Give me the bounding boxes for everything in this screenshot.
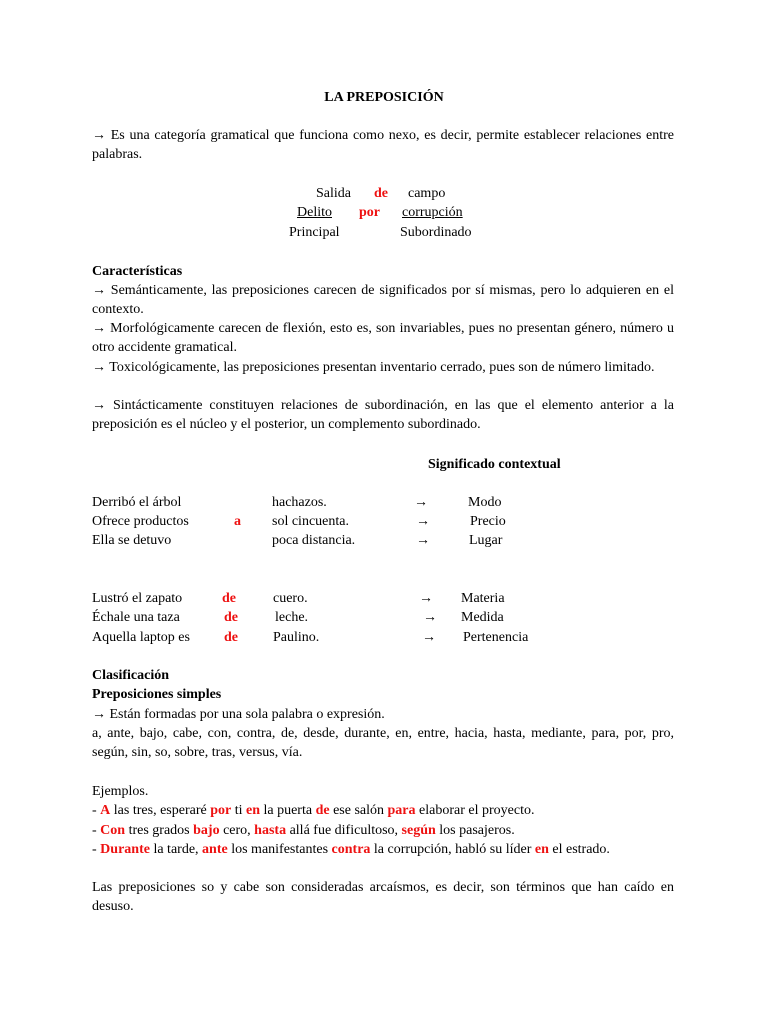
closing-paragraph: Las preposiciones so y cabe son consideradas arcaísmos, es decir, son términos que han caído en desuso. bbox=[92, 880, 674, 915]
example-preposition: de bbox=[224, 610, 238, 625]
example-left: Échale una taza bbox=[92, 610, 180, 625]
example-left: Aquella laptop es bbox=[92, 630, 190, 645]
meaning-label: Lugar bbox=[469, 533, 503, 548]
examples-heading: Ejemplos. bbox=[92, 784, 149, 799]
meaning-label: Modo bbox=[468, 495, 502, 510]
example-left: Ofrece productos bbox=[92, 514, 189, 529]
arrow-icon: → bbox=[414, 495, 428, 510]
characteristic-item: → Morfológicamente carecen de flexión, esto es, son invariables, pues no presentan género, número u otro accidente gramatical. bbox=[92, 321, 674, 356]
example-right: poca distancia. bbox=[272, 533, 356, 548]
diagram-preposition: por bbox=[359, 205, 380, 220]
example-sentence: - Durante la tarde, ante los manifestantes contra la corrupción, habló su líder en el estrado. bbox=[92, 842, 610, 857]
example-preposition: de bbox=[222, 591, 236, 606]
diagram-label: Principal bbox=[289, 225, 340, 240]
meaning-label: Materia bbox=[461, 591, 505, 606]
simple-prepositions-heading: Preposiciones simples bbox=[92, 687, 222, 702]
diagram-word: Salida bbox=[316, 186, 351, 201]
meaning-label: Pertenencia bbox=[463, 630, 529, 645]
meaning-label: Medida bbox=[461, 610, 504, 625]
arrow-icon: → bbox=[422, 630, 436, 645]
context-heading: Significado contextual bbox=[428, 457, 561, 472]
characteristic-item: → Sintácticamente constituyen relaciones de subordinación, en las que el elemento anterior a la preposición es el núcleo y el posterior, un complemento subordinado. bbox=[92, 398, 674, 433]
example-right: Paulino. bbox=[273, 630, 320, 645]
meaning-label: Precio bbox=[470, 514, 506, 529]
arrow-icon: → bbox=[423, 610, 437, 625]
example-sentence: - A las tres, esperaré por ti en la puerta de ese salón para elaborar el proyecto. bbox=[92, 803, 535, 818]
diagram-label: Subordinado bbox=[400, 225, 472, 240]
diagram-preposition: de bbox=[374, 186, 388, 201]
arrow-icon: → bbox=[419, 591, 433, 606]
example-sentence: - Con tres grados bajo cero, hasta allá fue dificultoso, según los pasajeros. bbox=[92, 823, 515, 838]
diagram-word: campo bbox=[408, 186, 446, 201]
example-right: sol cincuenta. bbox=[272, 514, 349, 529]
arrow-icon: → bbox=[416, 514, 430, 529]
example-left: Derribó el árbol bbox=[92, 495, 182, 510]
example-right: leche. bbox=[275, 610, 309, 625]
example-left: Ella se detuvo bbox=[92, 533, 172, 548]
preposition-list: a, ante, bajo, cabe, con, contra, de, desde, durante, en, entre, hacia, hasta, mediante, para, por, pro, según, sin, so, sobre, tras, versus, vía. bbox=[92, 726, 674, 761]
diagram-word: corrupción bbox=[402, 205, 463, 220]
example-right: hachazos. bbox=[272, 495, 327, 510]
characteristics-heading: Características bbox=[92, 264, 183, 279]
characteristic-item: → Toxicológicamente, las preposiciones presentan inventario cerrado, pues son de número limitado. bbox=[92, 360, 655, 375]
diagram-word: Delito bbox=[297, 205, 332, 220]
characteristic-item: → Semánticamente, las preposiciones carecen de significados por sí mismas, pero lo adquieren en el contexto. bbox=[92, 283, 674, 318]
classification-line: → Están formadas por una sola palabra o expresión. bbox=[92, 707, 385, 722]
example-preposition: de bbox=[224, 630, 238, 645]
intro-paragraph: → Es una categoría gramatical que funciona como nexo, es decir, permite establecer relaciones entre palabras. bbox=[92, 128, 674, 163]
arrow-icon: → bbox=[416, 533, 430, 548]
example-preposition: a bbox=[234, 514, 241, 529]
example-left: Lustró el zapato bbox=[92, 591, 183, 606]
example-right: cuero. bbox=[273, 591, 308, 606]
classification-heading: Clasificación bbox=[92, 668, 169, 683]
page-title: LA PREPOSICIÓN bbox=[324, 90, 444, 105]
